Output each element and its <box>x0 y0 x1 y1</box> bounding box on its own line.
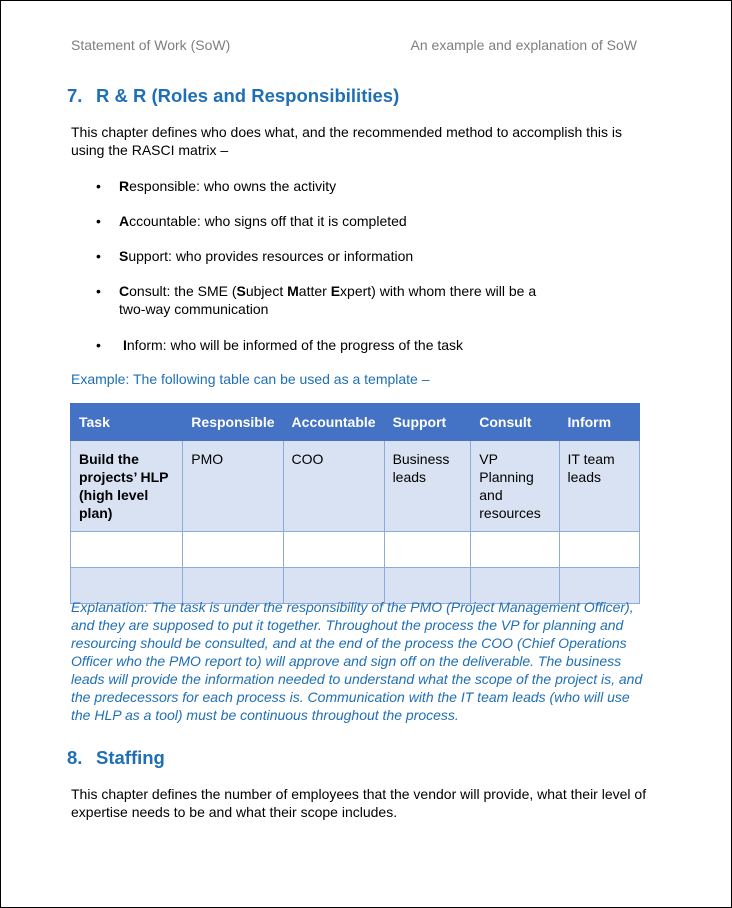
section-8-number: 8. <box>67 747 83 768</box>
table-cell <box>384 532 471 568</box>
bullet-icon: • <box>96 337 101 353</box>
bullet-accountable <box>71 212 631 230</box>
column-header-support: Support <box>384 404 471 441</box>
column-header-inform: Inform <box>559 404 639 441</box>
table-cell <box>71 532 183 568</box>
table-header-row <box>71 404 640 441</box>
bullet-text: upport: who provides resources or information <box>128 248 414 264</box>
table-cell: Business leads <box>384 441 471 532</box>
table-cell-task: Build the projects’ HLP (high level plan) <box>71 441 183 532</box>
bullet-inform <box>71 336 631 354</box>
table-cell: VP Planning and resources <box>471 441 559 532</box>
bullet-initial: S <box>119 248 129 264</box>
bullet-text: xpert) with whom there will be a two-way communication <box>119 283 537 317</box>
example-label: Example: The following table can be used as a template – <box>71 371 430 387</box>
bullet-initial: C <box>119 283 130 299</box>
column-header-task: Task <box>71 404 183 441</box>
section-8-title: Staffing <box>96 747 165 768</box>
table-cell <box>283 532 384 568</box>
bullet-icon: • <box>96 178 101 194</box>
bullet-icon: • <box>96 248 101 264</box>
page-header <box>71 37 637 53</box>
table-row <box>71 441 640 532</box>
table-cell <box>559 532 639 568</box>
bullet-bold-letter: M <box>287 283 299 299</box>
bullet-text: nform: who will be informed of the progress of the task <box>126 337 464 353</box>
header-right-text: An example and explanation of SoW <box>410 37 637 53</box>
column-header-responsible: Responsible <box>183 404 283 441</box>
table-cell: IT team leads <box>559 441 639 532</box>
bullet-initial: A <box>119 213 130 229</box>
section-8-heading <box>67 747 165 769</box>
section-8-intro: This chapter defines the number of employees that the vendor will provide, what their level of expertise needs to be and what their scope includes. <box>71 786 647 820</box>
bullet-initial: I <box>123 337 127 353</box>
section-7-intro: This chapter defines who does what, and the recommended method to accomplish this is using the RASCI matrix – <box>71 124 622 158</box>
bullet-bold-letter: S <box>236 283 246 299</box>
bullet-responsible <box>71 177 631 195</box>
bullet-text: ccountable: who signs off that it is completed <box>129 213 407 229</box>
table-cell <box>471 532 559 568</box>
bullet-icon: • <box>96 213 101 229</box>
section-7-heading <box>67 85 399 107</box>
explanation-paragraph: Explanation: The task is under the responsibility of the PMO (Project Management Officer), and they are supposed to put it together. Throughout the process the VP for planning and resourcing should be consulted, and at the end of the process the COO (Chief Operations Officer who the PMO report to) will approve and sign off on the deliverable. The business leads will provide the information needed to understand what the scope of the project is, and the predecessors for each process is. Communication with the IT team leads (who will use the HLP as a tool) must be continuous throughout the process. <box>71 599 643 723</box>
column-header-accountable: Accountable <box>283 404 384 441</box>
table-cell: COO <box>283 441 384 532</box>
bullet-consult <box>71 282 631 318</box>
bullet-text: ubject <box>245 283 288 299</box>
header-left-text: Statement of Work (SoW) <box>71 37 231 53</box>
bullet-text: atter <box>298 283 331 299</box>
bullet-support <box>71 247 631 265</box>
rasci-table <box>70 403 640 604</box>
bullet-initial: R <box>119 178 130 194</box>
bullet-icon: • <box>96 283 101 299</box>
bullet-text: esponsible: who owns the activity <box>129 178 337 194</box>
table-row <box>71 532 640 568</box>
section-7-number: 7. <box>67 85 83 106</box>
bullet-text: onsult: the SME ( <box>129 283 237 299</box>
table-cell: PMO <box>183 441 283 532</box>
section-7-title: R & R (Roles and Responsibilities) <box>96 85 400 106</box>
table-cell <box>183 532 283 568</box>
column-header-consult: Consult <box>471 404 559 441</box>
bullet-bold-letter: E <box>330 283 341 299</box>
